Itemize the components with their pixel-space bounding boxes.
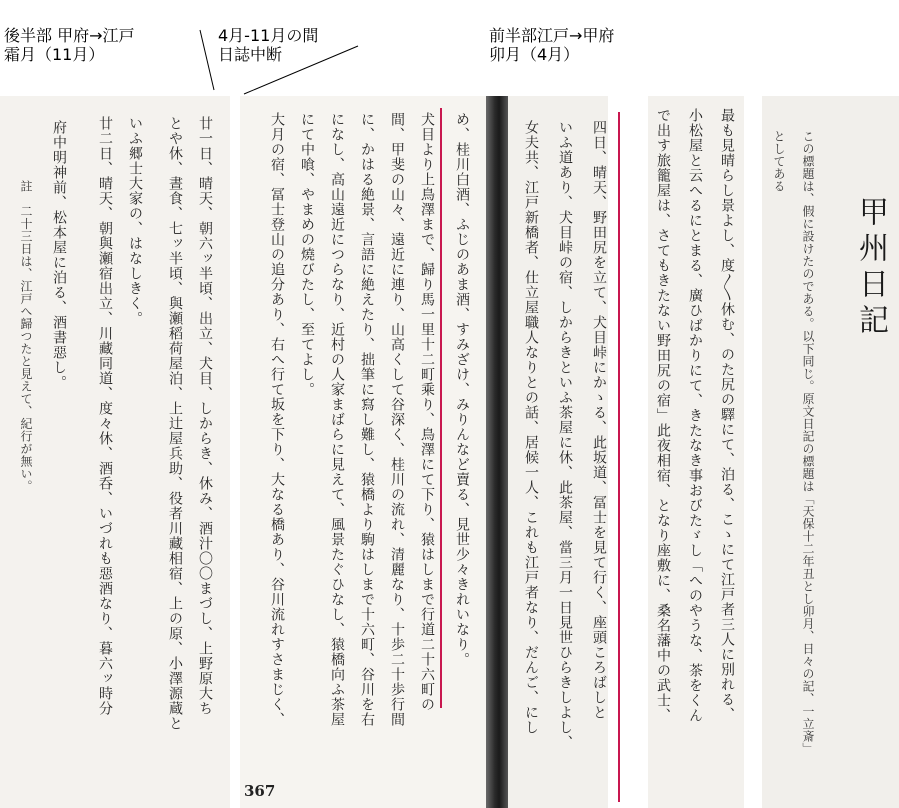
text-column: 小松屋と云へるにとまる、廣ひばかりにて、きたなき事おびたゞし「へのやうな、茶をくん: [687, 108, 703, 723]
page-title: 甲州日記: [853, 196, 888, 340]
scan-page-left: [0, 96, 230, 808]
text-column: 女夫共、江戸新橋者、仕立屋職人なりとの話、居候一人、これも江戸者なり、だんご、にし: [523, 120, 539, 735]
text-column: に、かはる絶景、言語に絶えたり、拙筆に寫し難し、猿橋より駒はしまで十六町、谷川を右: [359, 112, 375, 727]
text-column: 廿二日、晴天、朝與瀬宿出立、川藏同道、度々休、酒呑、いづれも惡酒なり、暮六ッ時分: [97, 116, 113, 716]
text-column: 大月の宿、冨士登山の追分あり、右へ行て坂を下り、大なる橋あり、谷川流れすさまじく、: [269, 112, 285, 727]
text-column: 間、甲斐の山々、遠近に連り、山高くして谷深く、桂川の流れ、清麗なり、十歩二十歩行間: [389, 112, 405, 727]
highlight-line: [618, 112, 620, 802]
text-column: とや休、晝食、七ッ半頃、與瀬稻荷屋泊、上辻屋兵助、役者川藏相宿、上の原、小澤源蔵と: [167, 116, 183, 731]
text-column: で出す旅籠屋は、さてもきたない野田尻の宿」此夜相宿、となり座敷に、桑名藩中の武士、: [655, 108, 671, 723]
text-column: 犬目より上鳥澤まで、歸り馬一里十二町乘り、鳥澤にて下り、猿はしまで行道二十六町の: [419, 112, 435, 712]
annotation-right-line1: 前半部江戸→甲府: [489, 26, 615, 45]
title-note-2: としてある: [772, 130, 786, 193]
text-column: 府中明神前、松本屋に泊る、酒書惡し。: [51, 120, 67, 390]
annotation-right-line2: 卯月（4月）: [489, 45, 580, 64]
text-column: 四日、晴天、野田尻を立て、犬目峠にかゝる、此坂道、冨士を見て行く、座頭ころばしと: [591, 120, 607, 720]
text-column: にて中喰、やまめの燒びたし、至てよし。: [299, 112, 315, 397]
annotation-middle-line2: 日誌中断: [218, 45, 283, 64]
page-number: 367: [244, 782, 276, 800]
text-column: め、桂川白酒、ふじのあま酒、すみざけ、みりんなど賣る、見世少々きれいなり。: [454, 112, 470, 667]
text-column: 最も見晴らし景よし、度〳〵休む、のた尻の驛にて、泊る、こゝにて江戸者三人に別れる、: [719, 108, 735, 722]
annotation-left-line1: 後半部 甲府→江戸: [4, 26, 135, 45]
annotation-left-line2: 霜月（11月）: [4, 45, 105, 64]
text-column: になし、高山遠近につらなり、近村の人家まばらに見えて、風景たぐひなし、猿橋向ふ茶屋: [329, 112, 345, 727]
book-spine: [486, 96, 508, 808]
title-note-1: この標題は、假に設けたのである。以下同じ。原文日記の標題は「天保十二年丑とし卯月、日々の記、一立斎」: [801, 130, 815, 755]
annotation-middle-line1: 4月-11月の間: [218, 26, 319, 45]
footnote: 註 二十三日は、江戸へ歸つたと見えて、紀行が無い。: [19, 180, 33, 493]
text-column: いふ郷士大家の、はなしきく。: [127, 116, 143, 326]
text-column: いふ道あり、犬目峠の宿、しからきといふ茶屋に休、此茶屋、當三月一日見世ひらきしよし、: [557, 120, 573, 750]
highlight-line: [440, 108, 442, 708]
annotation-pointer-lines: [0, 0, 899, 100]
text-column: 廿一日、晴天、朝六ッ半頃、出立、犬目、しからき、休み、酒汁〇〇まづし、上野原大ち: [197, 116, 213, 716]
